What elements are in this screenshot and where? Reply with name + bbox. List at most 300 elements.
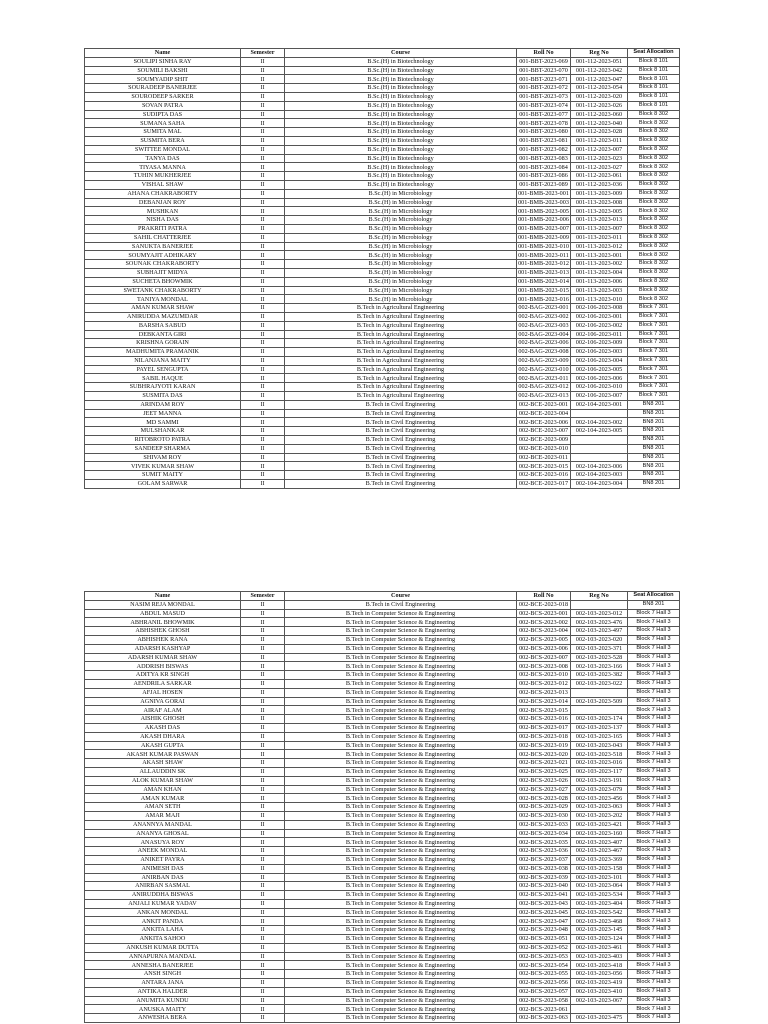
cell-roll-no: 002-BCS-2023-036 xyxy=(517,847,571,856)
cell-name: AKASH DHARA xyxy=(85,732,241,741)
cell-semester: II xyxy=(241,979,285,988)
table-row xyxy=(85,635,680,644)
table-row xyxy=(85,136,680,145)
cell-semester: II xyxy=(241,838,285,847)
cell-semester: II xyxy=(241,662,285,671)
cell-seat-allocation: Block 7 Hall 3 xyxy=(628,935,680,944)
cell-roll-no: 002-BAG-2023-001 xyxy=(518,304,569,312)
cell-roll-no: 001-BMB-2023-013 xyxy=(518,269,569,277)
table-row xyxy=(85,119,680,128)
cell-name: NISHA DAS xyxy=(85,216,241,225)
cell-name: AKASH GUPTA xyxy=(85,741,241,750)
cell-seat-allocation: Block 7 Hall 3 xyxy=(628,767,680,776)
cell-semester: II xyxy=(241,697,285,706)
cell-course: B.Tech in Computer Science & Engineering xyxy=(285,662,517,671)
table-row xyxy=(85,145,680,154)
cell-seat-allocation: BN8 201 xyxy=(628,436,680,445)
cell-course: B.Sc.(H) in Biotechnology xyxy=(285,57,517,66)
cell-course: B.Tech in Computer Science & Engineering xyxy=(285,697,517,706)
cell-reg-no: 002-103-2023-166 xyxy=(571,662,628,671)
table-row xyxy=(85,609,680,618)
cell-name: ANIMESH DAS xyxy=(85,864,241,873)
cell-seat-allocation: Block 7 Hall 3 xyxy=(628,750,680,759)
cell-name: ANANNYA MANDAL xyxy=(85,820,241,829)
cell-name: AMAN KUMAR SHAW xyxy=(85,304,241,313)
cell-reg-no: 002-103-2023-158 xyxy=(571,864,628,873)
cell-course: B.Tech in Civil Engineering xyxy=(285,427,517,436)
cell-course: B.Tech in Computer Science & Engineering xyxy=(285,908,517,917)
cell-semester: II xyxy=(241,767,285,776)
cell-reg-no: 002-106-2023-005 xyxy=(571,365,628,374)
cell-seat-allocation: Block 7 301 xyxy=(628,374,680,383)
cell-semester: II xyxy=(241,286,285,295)
cell-semester: II xyxy=(241,110,285,119)
cell-name: TANYA DAS xyxy=(85,154,241,163)
cell-name: KRISHNA GORAIN xyxy=(85,339,241,348)
header-roll-no: Roll No xyxy=(517,592,571,601)
cell-reg-no: 002-103-2023-056 xyxy=(571,970,628,979)
cell-roll-no: 001-BBT-2023-073 xyxy=(517,92,571,101)
cell-reg-no: 002-103-2023-202 xyxy=(571,811,628,820)
cell-course: B.Sc.(H) in Microbiology xyxy=(285,277,517,286)
cell-seat-allocation: Block 7 Hall 3 xyxy=(628,785,680,794)
cell-semester: II xyxy=(241,688,285,697)
cell-seat-allocation: Block 7 301 xyxy=(628,339,680,348)
cell-semester: II xyxy=(241,145,285,154)
cell-semester: II xyxy=(241,312,285,321)
cell-seat-allocation: Block 8 302 xyxy=(628,119,680,128)
cell-reg-no: 002-106-2023-011 xyxy=(571,330,628,339)
table-row xyxy=(85,618,680,627)
cell-semester: II xyxy=(241,471,285,480)
cell-semester: II xyxy=(241,891,285,900)
cell-course: B.Tech in Computer Science & Engineering xyxy=(285,873,517,882)
cell-seat-allocation: Block 7 301 xyxy=(628,356,680,365)
cell-course: B.Sc.(H) in Microbiology xyxy=(285,216,517,225)
table-row xyxy=(85,899,680,908)
cell-seat-allocation: Block 7 Hall 3 xyxy=(628,644,680,653)
cell-name: AKASH DAS xyxy=(85,723,241,732)
cell-course: B.Tech in Computer Science & Engineering xyxy=(285,618,517,627)
cell-seat-allocation: Block 7 Hall 3 xyxy=(628,776,680,785)
cell-course: B.Tech in Agricultural Engineering xyxy=(285,374,517,383)
cell-course: B.Tech in Computer Science & Engineering xyxy=(285,961,517,970)
cell-semester: II xyxy=(241,374,285,383)
table-row xyxy=(85,101,680,110)
cell-seat-allocation: Block 7 Hall 3 xyxy=(628,671,680,680)
cell-course: B.Tech in Computer Science & Engineering xyxy=(285,820,517,829)
table-row xyxy=(85,154,680,163)
cell-seat-allocation: Block 7 Hall 3 xyxy=(628,882,680,891)
table-row xyxy=(85,979,680,988)
cell-roll-no: 002-BCS-2023-027 xyxy=(517,785,571,794)
cell-name: SHIVAM ROY xyxy=(85,453,241,462)
cell-semester: II xyxy=(241,216,285,225)
cell-semester: II xyxy=(241,829,285,838)
cell-name: PAYEL SENGUPTA xyxy=(85,365,241,374)
cell-semester: II xyxy=(241,987,285,996)
table-row xyxy=(85,392,680,401)
cell-course: B.Tech in Civil Engineering xyxy=(285,444,517,453)
cell-roll-no: 002-BCS-2023-016 xyxy=(517,715,571,724)
cell-roll-no: 002-BCE-2023-009 xyxy=(517,436,571,445)
table-row xyxy=(85,926,680,935)
cell-reg-no: 002-103-2023-518 xyxy=(571,750,628,759)
cell-name: MADHUMITA PRAMANIK xyxy=(85,348,241,357)
cell-roll-no: 001-BBT-2023-074 xyxy=(517,101,571,110)
seat-table-top xyxy=(84,48,679,489)
cell-semester: II xyxy=(241,847,285,856)
table-row xyxy=(85,864,680,873)
cell-name: SANDEEP SHARMA xyxy=(85,444,241,453)
cell-roll-no: 002-BCS-2023-029 xyxy=(517,803,571,812)
cell-seat-allocation: Block 8 302 xyxy=(628,260,680,269)
table-row xyxy=(85,277,680,286)
cell-reg-no: 002-103-2023-165 xyxy=(571,732,628,741)
cell-name: SANUKTA BANERJEE xyxy=(85,242,241,251)
cell-semester: II xyxy=(241,180,285,189)
cell-seat-allocation: Block 7 Hall 3 xyxy=(628,899,680,908)
table-row xyxy=(85,873,680,882)
cell-name: SWETANK CHAKRABORTY xyxy=(85,286,241,295)
cell-course: B.Sc.(H) in Biotechnology xyxy=(285,145,517,154)
cell-name: ANTARA JANA xyxy=(85,979,241,988)
cell-semester: II xyxy=(241,864,285,873)
table-row xyxy=(85,644,680,653)
cell-semester: II xyxy=(241,101,285,110)
cell-roll-no: 001-BBT-2023-078 xyxy=(517,119,571,128)
cell-roll-no: 002-BCS-2023-010 xyxy=(517,671,571,680)
cell-name: DEBKANTA GIRI xyxy=(85,330,241,339)
cell-roll-no: 001-BBT-2023-071 xyxy=(517,75,571,84)
cell-name: TUHIN MUKHERJEE xyxy=(85,172,241,181)
cell-semester: II xyxy=(241,926,285,935)
cell-seat-allocation: Block 7 Hall 3 xyxy=(628,732,680,741)
cell-course: B.Sc.(H) in Microbiology xyxy=(285,286,517,295)
cell-course: B.Tech in Computer Science & Engineering xyxy=(285,847,517,856)
cell-roll-no: 002-BCS-2023-014 xyxy=(517,697,571,706)
table-row xyxy=(85,321,680,330)
cell-seat-allocation: Block 7 Hall 3 xyxy=(628,847,680,856)
cell-name: SOULIPI SINHA RAY xyxy=(85,57,241,66)
cell-name: SUSMITA DAS xyxy=(85,392,241,401)
cell-name: ALOK KUMAR SHAW xyxy=(85,776,241,785)
header-row xyxy=(85,49,680,58)
cell-seat-allocation: Block 7 301 xyxy=(628,312,680,321)
cell-reg-no: 001-112-2023-023 xyxy=(571,154,628,163)
cell-course: B.Tech in Civil Engineering xyxy=(285,462,517,471)
cell-course: B.Sc.(H) in Biotechnology xyxy=(285,110,517,119)
cell-course: B.Tech in Civil Engineering xyxy=(285,471,517,480)
cell-course: B.Tech in Civil Engineering xyxy=(285,418,517,427)
cell-reg-no: 002-103-2023-467 xyxy=(571,847,628,856)
cell-seat-allocation: Block 7 Hall 3 xyxy=(628,794,680,803)
cell-name: ANIRBAN DAS xyxy=(85,873,241,882)
cell-seat-allocation: Block 8 302 xyxy=(628,216,680,225)
cell-semester: II xyxy=(241,189,285,198)
cell-seat-allocation: Block 8 101 xyxy=(628,75,680,84)
cell-course: B.Tech in Computer Science & Engineering xyxy=(285,899,517,908)
cell-roll-no: 001-BBT-2023-082 xyxy=(517,145,571,154)
cell-roll-no: 002-BCE-2023-007 xyxy=(517,427,571,436)
cell-course: B.Sc.(H) in Biotechnology xyxy=(285,75,517,84)
cell-roll-no: 001-BBT-2023-072 xyxy=(517,84,571,93)
cell-course: B.Tech in Computer Science & Engineering xyxy=(285,882,517,891)
cell-reg-no: 001-113-2023-001 xyxy=(571,251,628,260)
table-row xyxy=(85,216,680,225)
cell-roll-no: 001-BMB-2023-001 xyxy=(518,189,569,197)
cell-seat-allocation: Block 7 Hall 3 xyxy=(628,855,680,864)
cell-seat-allocation: Block 7 Hall 3 xyxy=(628,838,680,847)
cell-name: SUBHAJIT MIDYA xyxy=(85,268,241,277)
cell-reg-no: 002-103-2023-497 xyxy=(571,627,628,636)
cell-semester: II xyxy=(241,436,285,445)
cell-roll-no: 001-BBT-2023-084 xyxy=(517,163,571,172)
cell-course: B.Sc.(H) in Biotechnology xyxy=(285,163,517,172)
cell-name: ANUMITA KUNDU xyxy=(85,996,241,1005)
seat-allocation-table xyxy=(84,48,680,489)
table-row xyxy=(85,935,680,944)
cell-course: B.Tech in Computer Science & Engineering xyxy=(285,706,517,715)
cell-reg-no: 002-103-2023-079 xyxy=(571,785,628,794)
cell-roll-no: 002-BAG-2023-004 xyxy=(518,330,569,338)
cell-reg-no: 002-103-2023-456 xyxy=(571,794,628,803)
seat-table-bottom xyxy=(84,591,679,1023)
cell-course: B.Tech in Computer Science & Engineering xyxy=(285,794,517,803)
cell-semester: II xyxy=(241,128,285,137)
cell-name: NILANJANA MAITY xyxy=(85,356,241,365)
cell-reg-no: 001-112-2023-027 xyxy=(571,163,628,172)
cell-name: SABIL HAQUE xyxy=(85,374,241,383)
cell-roll-no: 002-BAG-2023-010 xyxy=(518,365,569,373)
cell-semester: II xyxy=(241,163,285,172)
cell-course: B.Tech in Civil Engineering xyxy=(285,600,517,609)
cell-roll-no: 001-BMB-2023-014 xyxy=(518,277,569,285)
cell-roll-no: 002-BCS-2023-005 xyxy=(517,635,571,644)
table-row xyxy=(85,172,680,181)
cell-semester: II xyxy=(241,1005,285,1014)
cell-course: B.Tech in Computer Science & Engineering xyxy=(285,750,517,759)
cell-seat-allocation: Block 7 301 xyxy=(628,330,680,339)
cell-reg-no: 001-113-2023-010 xyxy=(571,295,628,304)
cell-semester: II xyxy=(241,776,285,785)
table-row xyxy=(85,987,680,996)
cell-roll-no: 002-BCS-2023-054 xyxy=(517,961,571,970)
cell-semester: II xyxy=(241,609,285,618)
cell-name: ARINDAM ROY xyxy=(85,400,241,409)
cell-reg-no xyxy=(571,706,628,715)
cell-name: SOVAN PATRA xyxy=(85,101,241,110)
cell-course: B.Sc.(H) in Biotechnology xyxy=(285,172,517,181)
cell-course: B.Sc.(H) in Biotechnology xyxy=(285,101,517,110)
cell-roll-no: 002-BCS-2023-030 xyxy=(517,811,571,820)
header-name: Name xyxy=(85,592,241,601)
cell-name: ANIKET PAYRA xyxy=(85,855,241,864)
cell-semester: II xyxy=(241,952,285,961)
cell-reg-no: 001-113-2023-012 xyxy=(571,242,628,251)
cell-roll-no: 002-BCS-2023-053 xyxy=(517,952,571,961)
table-row xyxy=(85,732,680,741)
cell-course: B.Sc.(H) in Biotechnology xyxy=(285,136,517,145)
table-row xyxy=(85,480,680,489)
cell-roll-no: 002-BCS-2023-028 xyxy=(517,794,571,803)
cell-roll-no: 002-BCS-2023-063 xyxy=(517,1014,571,1023)
table-row xyxy=(85,706,680,715)
cell-semester: II xyxy=(241,653,285,662)
cell-seat-allocation: Block 7 Hall 3 xyxy=(628,627,680,636)
cell-course: B.Tech in Computer Science & Engineering xyxy=(285,644,517,653)
table-row xyxy=(85,820,680,829)
cell-semester: II xyxy=(241,706,285,715)
cell-reg-no: 002-103-2023-407 xyxy=(571,838,628,847)
cell-semester: II xyxy=(241,339,285,348)
table-row xyxy=(85,427,680,436)
cell-roll-no: 001-BMB-2023-009 xyxy=(518,233,569,241)
cell-reg-no: 002-103-2023-174 xyxy=(571,715,628,724)
cell-reg-no: 001-112-2023-042 xyxy=(571,66,628,75)
table-row xyxy=(85,453,680,462)
cell-reg-no: 002-103-2023-043 xyxy=(571,741,628,750)
cell-name: ANANYA GHOSAL xyxy=(85,829,241,838)
cell-roll-no: 002-BCS-2023-008 xyxy=(517,662,571,671)
cell-seat-allocation: Block 7 Hall 3 xyxy=(628,864,680,873)
cell-seat-allocation: Block 7 301 xyxy=(628,365,680,374)
cell-course: B.Tech in Computer Science & Engineering xyxy=(285,811,517,820)
cell-reg-no: 001-112-2023-007 xyxy=(571,145,628,154)
cell-semester: II xyxy=(241,794,285,803)
cell-course: B.Tech in Computer Science & Engineering xyxy=(285,803,517,812)
cell-roll-no: 001-BMB-2023-005 xyxy=(518,207,569,215)
cell-roll-no: 001-BBT-2023-089 xyxy=(517,180,571,189)
table-row xyxy=(85,462,680,471)
cell-seat-allocation: Block 8 101 xyxy=(628,57,680,66)
cell-semester: II xyxy=(241,462,285,471)
header-row xyxy=(85,592,680,601)
cell-name: SUBHRAJYOTI KARAN xyxy=(85,383,241,392)
table-row xyxy=(85,697,680,706)
cell-course: B.Tech in Computer Science & Engineering xyxy=(285,952,517,961)
table-row xyxy=(85,330,680,339)
cell-semester: II xyxy=(241,277,285,286)
cell-semester: II xyxy=(241,409,285,418)
table-row xyxy=(85,189,680,198)
cell-course: B.Sc.(H) in Microbiology xyxy=(285,268,517,277)
cell-semester: II xyxy=(241,679,285,688)
cell-name: AMAN SETH xyxy=(85,803,241,812)
cell-name: ANWESHA BERA xyxy=(85,1014,241,1023)
cell-name: ABHRANIL BHOWMIK xyxy=(85,618,241,627)
cell-semester: II xyxy=(241,304,285,313)
cell-roll-no: 001-BBT-2023-080 xyxy=(517,128,571,137)
cell-name: MUSHKAN xyxy=(85,207,241,216)
cell-reg-no: 001-112-2023-047 xyxy=(571,75,628,84)
header-roll-no: Roll No xyxy=(517,49,571,58)
cell-seat-allocation: Block 7 Hall 3 xyxy=(628,996,680,1005)
cell-course: B.Tech in Computer Science & Engineering xyxy=(285,732,517,741)
table-row xyxy=(85,251,680,260)
cell-course: B.Tech in Agricultural Engineering xyxy=(285,321,517,330)
cell-semester: II xyxy=(241,811,285,820)
cell-reg-no: 002-106-2023-008 xyxy=(571,304,628,313)
cell-name: ANKITA LAHA xyxy=(85,926,241,935)
cell-semester: II xyxy=(241,260,285,269)
header-reg-no: Reg No xyxy=(571,49,628,58)
cell-roll-no: 002-BCS-2023-013 xyxy=(517,688,571,697)
cell-name: ANUSKA MAITY xyxy=(85,1005,241,1014)
cell-name: ABHISHEK RANA xyxy=(85,635,241,644)
table-row xyxy=(85,715,680,724)
table-row xyxy=(85,803,680,812)
cell-semester: II xyxy=(241,627,285,636)
cell-semester: II xyxy=(241,759,285,768)
cell-seat-allocation: Block 8 302 xyxy=(628,189,680,198)
cell-name: NASIM REJA MONDAL xyxy=(85,600,241,609)
cell-reg-no: 002-103-2023-534 xyxy=(571,891,628,900)
cell-reg-no: 002-103-2023-022 xyxy=(571,679,628,688)
cell-course: B.Sc.(H) in Biotechnology xyxy=(285,128,517,137)
cell-reg-no: 002-103-2023-020 xyxy=(571,635,628,644)
cell-roll-no: 002-BAG-2023-009 xyxy=(518,357,569,365)
table-row xyxy=(85,224,680,233)
cell-semester: II xyxy=(241,242,285,251)
table-row xyxy=(85,952,680,961)
table-row xyxy=(85,409,680,418)
cell-reg-no: 002-103-2023-191 xyxy=(571,776,628,785)
cell-seat-allocation: Block 8 302 xyxy=(628,224,680,233)
table-row xyxy=(85,110,680,119)
cell-name: SOURODEEP SARKER xyxy=(85,92,241,101)
table-row xyxy=(85,671,680,680)
cell-roll-no: 001-BMB-2023-007 xyxy=(518,225,569,233)
cell-reg-no: 002-103-2023-382 xyxy=(571,671,628,680)
cell-semester: II xyxy=(241,961,285,970)
cell-roll-no: 002-BAG-2023-008 xyxy=(518,348,569,356)
cell-reg-no: 001-112-2023-051 xyxy=(571,57,628,66)
cell-reg-no: 001-112-2023-020 xyxy=(571,92,628,101)
cell-semester: II xyxy=(241,348,285,357)
cell-semester: II xyxy=(241,295,285,304)
cell-roll-no: 002-BAG-2023-002 xyxy=(518,313,569,321)
cell-name: DEBANJAN ROY xyxy=(85,198,241,207)
cell-reg-no: 002-104-2023-005 xyxy=(571,427,628,436)
cell-course: B.Tech in Computer Science & Engineering xyxy=(285,723,517,732)
cell-course: B.Tech in Computer Science & Engineering xyxy=(285,935,517,944)
cell-semester: II xyxy=(241,321,285,330)
cell-seat-allocation: Block 7 Hall 3 xyxy=(628,987,680,996)
cell-course: B.Tech in Agricultural Engineering xyxy=(285,312,517,321)
cell-semester: II xyxy=(241,330,285,339)
cell-name: AKASH SHAW xyxy=(85,759,241,768)
cell-seat-allocation: Block 8 302 xyxy=(628,163,680,172)
table-row xyxy=(85,312,680,321)
cell-reg-no: 001-112-2023-011 xyxy=(571,136,628,145)
cell-reg-no: 001-112-2023-036 xyxy=(571,180,628,189)
cell-name: SUSMITA BERA xyxy=(85,136,241,145)
cell-semester: II xyxy=(241,671,285,680)
table-row xyxy=(85,1014,680,1023)
cell-reg-no: 002-103-2023-509 xyxy=(571,697,628,706)
cell-name: ANKUSH KUMAR DUTTA xyxy=(85,943,241,952)
cell-semester: II xyxy=(241,882,285,891)
cell-course: B.Sc.(H) in Biotechnology xyxy=(285,66,517,75)
cell-course: B.Tech in Computer Science & Engineering xyxy=(285,943,517,952)
cell-course: B.Tech in Computer Science & Engineering xyxy=(285,1005,517,1014)
cell-course: B.Tech in Computer Science & Engineering xyxy=(285,891,517,900)
cell-name: RITOBROTO PATRA xyxy=(85,436,241,445)
cell-roll-no: 002-BCE-2023-004 xyxy=(517,409,571,418)
cell-reg-no: 002-103-2023-542 xyxy=(571,908,628,917)
cell-seat-allocation: Block 7 Hall 3 xyxy=(628,653,680,662)
